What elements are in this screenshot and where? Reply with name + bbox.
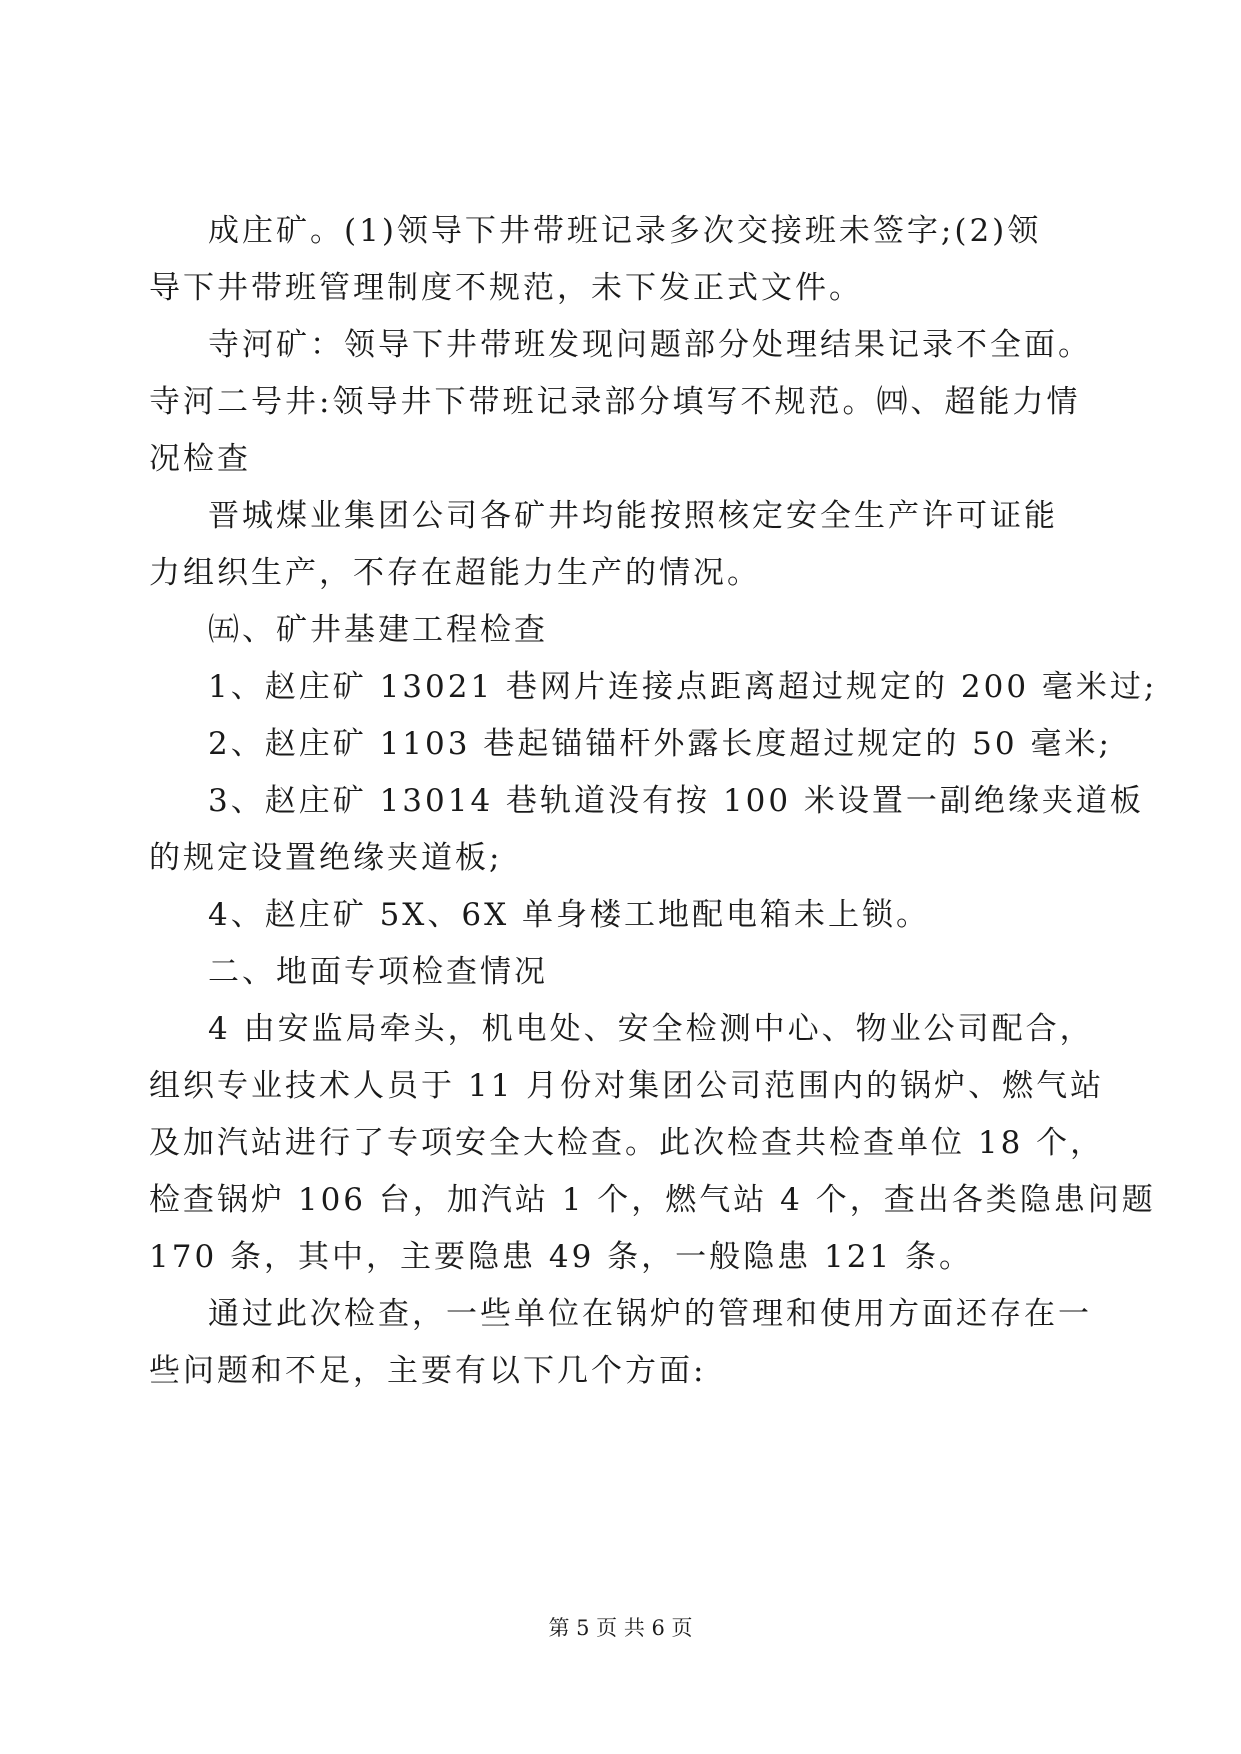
text-line: 4 由安监局牵头，机电处、安全检测中心、物业公司配合，: [208, 1011, 1094, 1047]
text-line: 170 条，其中，主要隐患 49 条，一般隐患 121 条。: [149, 1239, 974, 1275]
section-heading: ㈤、矿井基建工程检查: [208, 612, 548, 648]
text-line: 的规定设置绝缘夹道板;: [149, 840, 503, 876]
text-line: 况检查: [149, 441, 251, 477]
text-line: 晋城煤业集团公司各矿井均能按照核定安全生产许可证能: [208, 498, 1058, 534]
text-line: 检查锅炉 106 台，加汽站 1 个，燃气站 4 个，查出各类隐患问题: [149, 1182, 1156, 1218]
text-line: 及加汽站进行了专项安全大检查。此次检查共检查单位 18 个，: [149, 1125, 1105, 1161]
list-item: 4、赵庄矿 5X、6X 单身楼工地配电箱未上锁。: [208, 897, 931, 933]
text-line: 组织专业技术人员于 11 月份对集团公司范围内的锅炉、燃气站: [149, 1068, 1105, 1104]
section-heading: 二、地面专项检查情况: [208, 954, 548, 990]
text-line: 些问题和不足，主要有以下几个方面:: [149, 1353, 707, 1389]
list-item: 2、赵庄矿 1103 巷起锚锚杆外露长度超过规定的 50 毫米;: [208, 726, 1112, 762]
text-line: 力组织生产，不存在超能力生产的情况。: [149, 555, 761, 591]
page-number-footer: 第 5 页 共 6 页: [548, 1616, 693, 1640]
text-line: 寺河矿：领导下井带班发现问题部分处理结果记录不全面。: [208, 327, 1092, 363]
list-item: 3、赵庄矿 13014 巷轨道没有按 100 米设置一副绝缘夹道板: [208, 783, 1144, 819]
text-line: 通过此次检查，一些单位在锅炉的管理和使用方面还存在一: [208, 1296, 1092, 1332]
list-item: 1、赵庄矿 13021 巷网片连接点距离超过规定的 200 毫米过;: [208, 669, 1158, 705]
text-line: 成庄矿。(1)领导下井带班记录多次交接班未签字;(2)领: [208, 213, 1042, 249]
text-line: 寺河二号井:领导井下带班记录部分填写不规范。㈣、超能力情: [149, 384, 1081, 420]
text-line: 导下井带班管理制度不规范，未下发正式文件。: [149, 270, 863, 306]
